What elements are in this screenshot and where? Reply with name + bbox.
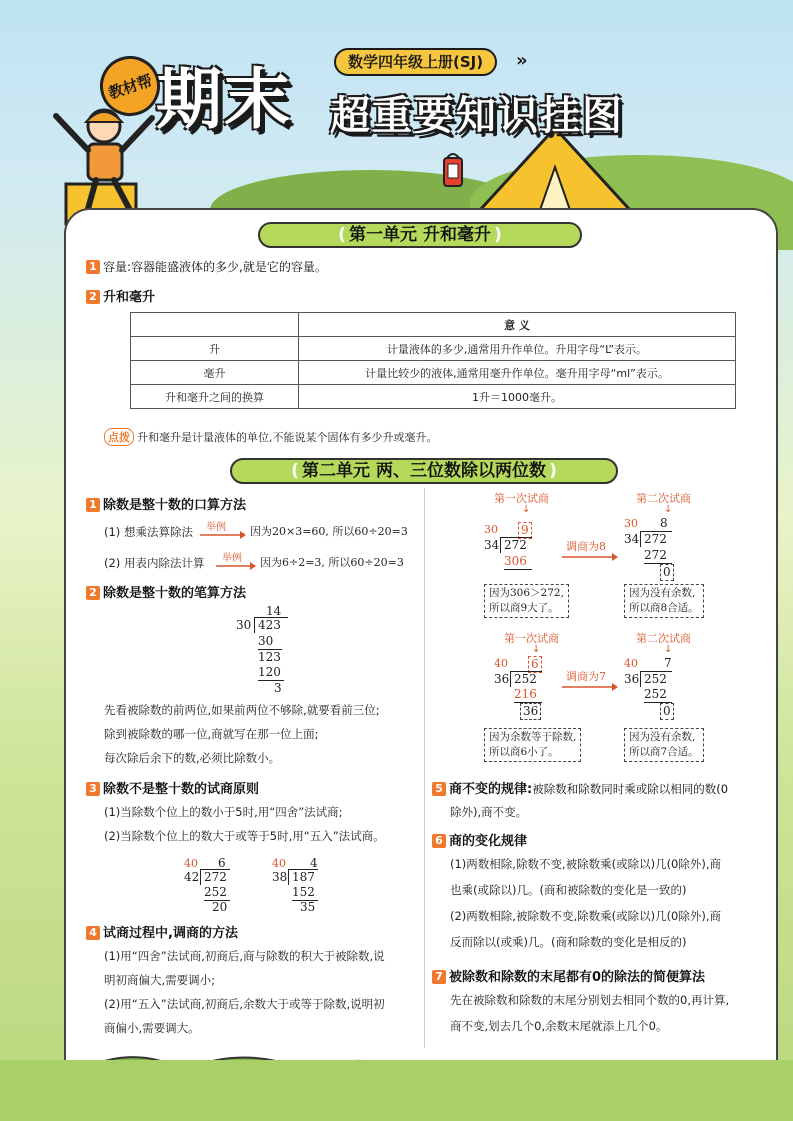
s2-p3: 每次除后余下的数,必须比除数小。 xyxy=(104,751,281,765)
down-arrow-icon: ↓ xyxy=(522,504,531,515)
section-title-text: 除数是整十数的口算方法 xyxy=(103,498,247,513)
section-title xyxy=(86,582,246,601)
s7-p2: 商不变,划去几个0,余数末尾就添上几个0。 xyxy=(450,1019,668,1033)
adjust-label: 调商为8 xyxy=(566,540,606,553)
section-title-text: 被除数和除数的末尾都有0的除法的简便算法 xyxy=(449,970,706,985)
section-title xyxy=(86,494,246,513)
s6-p4: 反而除以(或乘)几。(商和除数的变化是相反的) xyxy=(450,935,687,949)
tip-text: 升和毫升是计量液体的单位,不能说某个固体有多少升或毫升。 xyxy=(137,431,438,444)
unit2-banner-label: 第二单元 两、三位数除以两位数 xyxy=(302,461,546,481)
hint-value: 40 xyxy=(272,857,286,870)
s1-example1: 因为20×3=60, 所以60÷20=3 xyxy=(250,525,408,538)
s2-p1: 先看被除数的前两位,如果前两位不够除,就要看前三位; xyxy=(104,703,380,717)
dividend: 272 xyxy=(640,531,672,547)
first-trial-label: 第一次试商 xyxy=(504,632,559,645)
divisor: 38 xyxy=(272,870,288,884)
item-text: 容量:容器能盛液体的多少,就是它的容量。 xyxy=(103,260,327,274)
product: 216 xyxy=(514,687,542,703)
remainder: 20 xyxy=(212,900,228,914)
s4-p3: (2)用“五入”法试商,初商后,余数大于或等于除数,说明初 xyxy=(104,997,385,1011)
s6-p1: (1)两数相除,除数不变,被除数乘(或除以)几(0除外),商 xyxy=(450,857,722,871)
section-inline-text: 被除数和除数同时乘或除以相同的数(0 xyxy=(532,782,729,796)
item-number: 7 xyxy=(432,970,446,984)
table-row xyxy=(131,337,736,361)
product: 306 xyxy=(504,554,532,570)
lantern-icon xyxy=(440,150,466,192)
item-number: 6 xyxy=(432,834,446,848)
table-cell: 计量比较少的液体,通常用毫升作单位。毫升用字母“ml”表示。 xyxy=(299,361,736,385)
table-row xyxy=(131,361,736,385)
arrow-right-icon xyxy=(216,561,256,571)
divisor: 42 xyxy=(184,870,200,884)
s6-p2: 也乘(或除以)几。(商和被除数的变化是一致的) xyxy=(450,883,687,897)
item-number: 3 xyxy=(86,782,100,796)
unit1-item1 xyxy=(86,258,327,275)
s4-p2: 明初商偏大,需要调小; xyxy=(104,973,216,987)
note-box xyxy=(624,728,704,762)
divisor: 34 xyxy=(624,532,640,546)
remainder: 36 xyxy=(520,703,541,720)
section-title xyxy=(432,830,527,849)
s5-text-b: 除外),商不变。 xyxy=(450,805,528,819)
unit2-banner: ( 第二单元 两、三位数除以两位数 ) xyxy=(230,458,618,484)
hint-value: 30 xyxy=(624,517,638,530)
table-header-row xyxy=(131,313,736,337)
trial-division-b2 xyxy=(624,656,704,726)
down-arrow-icon: ↓ xyxy=(532,644,541,655)
section-title xyxy=(86,778,259,797)
section-title xyxy=(432,966,705,985)
dividend: 423 xyxy=(254,617,288,633)
table-cell: 毫升 xyxy=(131,361,299,385)
s4-p1: (1)用“四舍”法试商,初商后,商与除数的积大于被除数,说 xyxy=(104,949,385,963)
quotient: 14 xyxy=(266,604,282,618)
note-line: 所以商7合适。 xyxy=(629,746,699,758)
chevron-right-icon: » xyxy=(516,50,528,71)
table-header-cell xyxy=(131,313,299,337)
quotient: 8 xyxy=(660,516,668,530)
trial-division-a2 xyxy=(624,516,704,579)
quotient: 6 xyxy=(528,656,542,673)
note-line: 所以商6小了。 xyxy=(489,746,559,758)
note-box xyxy=(484,584,569,618)
arrow-right-icon xyxy=(562,682,618,692)
trial-division-a1 xyxy=(484,522,564,582)
dividend: 252 xyxy=(510,671,542,687)
section-title-text: 除数不是整十数的试商原则 xyxy=(103,782,260,797)
hint-value: 30 xyxy=(484,523,498,536)
item-number: 5 xyxy=(432,782,446,796)
section-5 xyxy=(432,778,728,797)
brand-badge: 教材帮 xyxy=(92,48,168,124)
step-value: 120 xyxy=(258,665,284,681)
column-divider xyxy=(424,488,425,1048)
product: 252 xyxy=(204,885,230,901)
tip-note xyxy=(104,428,438,446)
item-number: 1 xyxy=(86,498,100,512)
remainder: 35 xyxy=(300,900,316,914)
second-trial-label: 第二次试商 xyxy=(636,492,691,505)
tip-tag: 点拨 xyxy=(104,428,134,446)
item-title: 升和毫升 xyxy=(103,290,156,305)
s6-p3: (2)两数相除,被除数不变,除数乘(或除以)几(0除外),商 xyxy=(450,909,722,923)
unit1-item2 xyxy=(86,286,155,305)
dividend: 187 xyxy=(288,869,318,885)
section-title-text: 商不变的规律: xyxy=(449,782,533,797)
unit1-banner: ( 第一单元 升和毫升 ) xyxy=(258,222,582,248)
example-tag: 举例 xyxy=(222,553,242,564)
section-title xyxy=(86,922,238,941)
down-arrow-icon: ↓ xyxy=(664,644,673,655)
section-title-text: 除数是整十数的笔算方法 xyxy=(103,586,247,601)
note-line: 所以商9大了。 xyxy=(489,602,559,614)
header-area xyxy=(0,0,793,225)
quotient: 4 xyxy=(310,856,318,870)
item-number: 1 xyxy=(86,260,100,274)
note-box xyxy=(484,728,581,762)
s3-p1: (1)当除数个位上的数小于5时,用“四舍”法试商; xyxy=(104,805,343,819)
item-number: 2 xyxy=(86,586,100,600)
long-division-423-30 xyxy=(236,604,316,694)
product: 272 xyxy=(644,548,672,564)
note-line: 所以商8合适。 xyxy=(629,602,699,614)
note-line: 因为余数等于除数, xyxy=(489,731,577,743)
table-row xyxy=(131,385,736,409)
item-number: 4 xyxy=(86,926,100,940)
example-tag: 举例 xyxy=(206,522,226,533)
dividend: 272 xyxy=(500,537,532,553)
hint-value: 40 xyxy=(184,857,198,870)
down-arrow-icon: ↓ xyxy=(664,504,673,515)
note-line: 因为306＞272, xyxy=(489,587,564,599)
product: 252 xyxy=(644,687,672,703)
section-title-text: 试商过程中,调商的方法 xyxy=(103,926,238,941)
table-cell: 1升＝1000毫升。 xyxy=(299,385,736,409)
step-value: 123 xyxy=(258,650,281,664)
hint-value: 40 xyxy=(624,657,638,670)
s7-p1: 先在被除数和除数的末尾分别划去相同个数的0,再计算, xyxy=(450,993,730,1007)
note-line: 因为没有余数, xyxy=(629,731,696,743)
product: 152 xyxy=(292,885,318,901)
hint-value: 40 xyxy=(494,657,508,670)
table-cell: 升 xyxy=(131,337,299,361)
s1-line2: (2) 用表内除法计算 xyxy=(104,556,205,570)
item-number: 2 xyxy=(86,290,100,304)
long-division-272-42 xyxy=(184,856,254,916)
second-trial-label: 第二次试商 xyxy=(636,632,691,645)
divisor: 36 xyxy=(624,672,640,686)
divisor: 34 xyxy=(484,538,500,552)
quotient: 7 xyxy=(664,656,672,670)
step-value: 30 xyxy=(258,634,282,650)
dividend: 252 xyxy=(640,671,672,687)
grass-ground xyxy=(0,1060,793,1121)
s4-p4: 商偏小,需要调大。 xyxy=(104,1021,200,1035)
s1-example2: 因为6÷2=3, 所以60÷20=3 xyxy=(260,556,404,569)
quotient: 9 xyxy=(518,522,532,539)
remainder: 3 xyxy=(274,681,282,695)
note-box xyxy=(624,584,704,618)
unit1-banner-label: 第一单元 升和毫升 xyxy=(349,225,491,245)
arrow-right-icon xyxy=(562,552,618,562)
note-line: 因为没有余数, xyxy=(629,587,696,599)
adjust-label: 调商为7 xyxy=(566,670,606,683)
dividend: 272 xyxy=(200,869,230,885)
table-cell: 计量液体的多少,通常用升作单位。升用字母“L”表示。 xyxy=(299,337,736,361)
s2-p2: 除到被除数的哪一位,商就写在那一位上面; xyxy=(104,727,319,741)
section-title-text: 商的变化规律 xyxy=(449,834,528,849)
s3-p2: (2)当除数个位上的数大于或等于5时,用“五入”法试商。 xyxy=(104,829,385,843)
long-division-187-38 xyxy=(272,856,342,916)
page-subtitle: 超重要知识挂图 xyxy=(330,93,624,139)
page-title: 期末 xyxy=(156,61,292,138)
s1-line1: (1) 想乘法算除法 xyxy=(104,525,193,539)
divisor: 36 xyxy=(494,672,510,686)
divisor: 30 xyxy=(236,618,252,632)
quotient: 6 xyxy=(218,856,226,870)
table-header-cell: 意 义 xyxy=(299,313,736,337)
liter-ml-table xyxy=(130,312,736,409)
grade-pill: 数学四年级上册(SJ) xyxy=(334,48,497,76)
first-trial-label: 第一次试商 xyxy=(494,492,549,505)
remainder: 0 xyxy=(660,703,674,720)
remainder: 0 xyxy=(660,564,674,581)
table-cell: 升和毫升之间的换算 xyxy=(131,385,299,409)
arrow-right-icon xyxy=(200,530,246,540)
